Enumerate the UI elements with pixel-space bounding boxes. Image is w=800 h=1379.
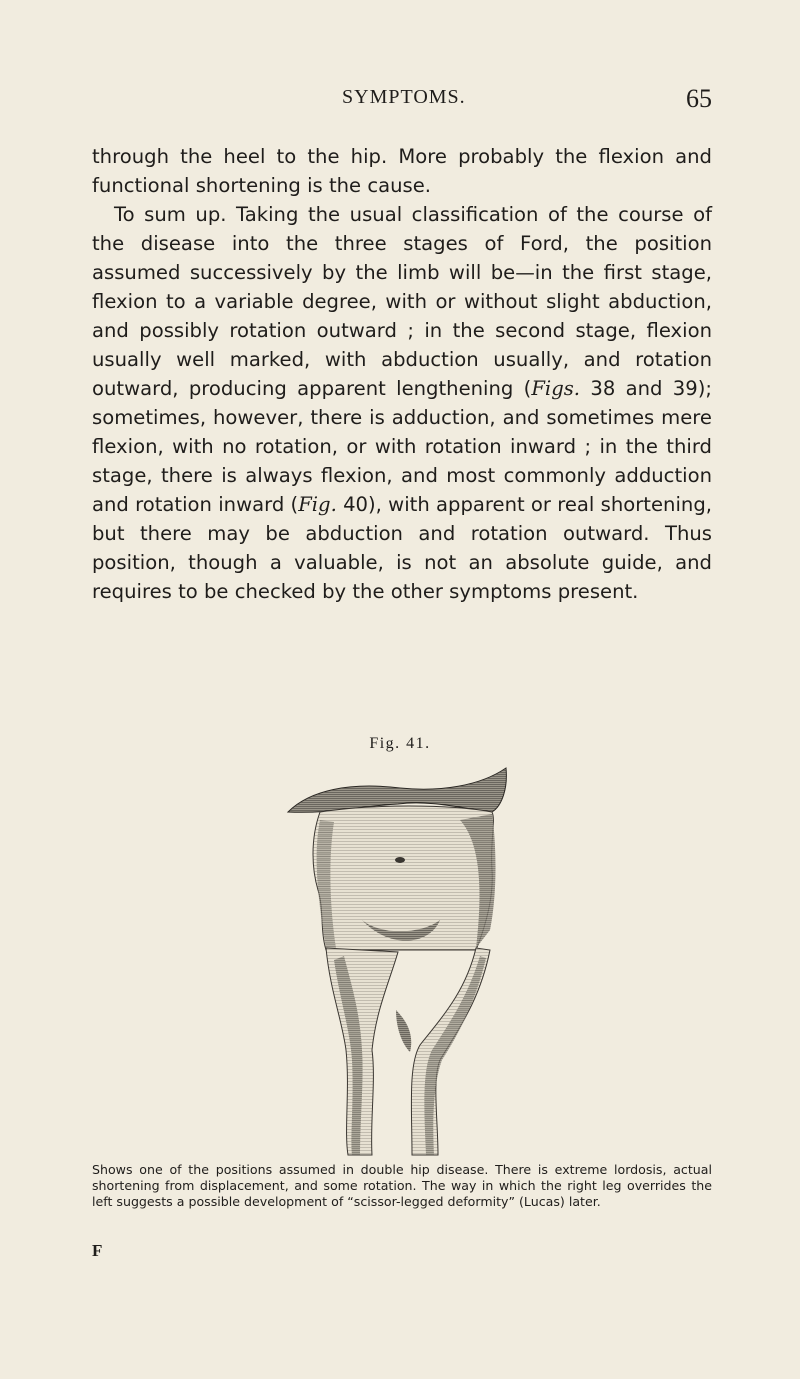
summary-text-part-1: To sum up. Taking the usual classification of the course of the disease into the three stages of Ford, the position assumed successively by the limb will be—in the first stage, flexion to a variable degree, with or without slight abduction, and possibly rotation outward ; in the second stage, flexion usually well marked, with abduction usually, and rotation outward, producing apparent lengthening (	[92, 203, 712, 400]
figs-reference: Figs.	[531, 377, 581, 400]
summary-text-part-2: 38 and 39); sometimes, however, there is adduction, and sometimes mere flexion, with no rotation, or with rotation inward ; in the third stage, there is always flexion, and most commonly adduction and rotation inward (	[92, 377, 712, 516]
signature-mark: F	[92, 1241, 103, 1260]
figure-illustration	[280, 760, 520, 1160]
figure-label: Fig. 41.	[369, 735, 431, 752]
summary-text-part-3: 40), with apparent or real shortening, but there may be abduction and rotation outward. Thus position, though a valuable, is not an absolute guide, and requires to be checked by the other symptoms present.	[92, 493, 712, 603]
running-title: SYMPTOMS.	[342, 86, 466, 108]
fig-reference: Fig.	[298, 493, 337, 516]
figure-caption: Shows one of the positions assumed in double hip disease. There is extreme lordosis, actual shortening from displacement, and some rotation. The way in which the right leg overrides the left suggests a possible development of “scissor-legged deformity” (Lucas) later.	[92, 1162, 712, 1209]
page-number: 65	[686, 84, 712, 113]
running-head	[92, 86, 712, 118]
paragraph-summary	[92, 200, 712, 606]
body-text	[92, 142, 712, 606]
paragraph-continued: through the heel to the hip. More probably the flexion and functional shortening is the cause.	[92, 145, 712, 197]
